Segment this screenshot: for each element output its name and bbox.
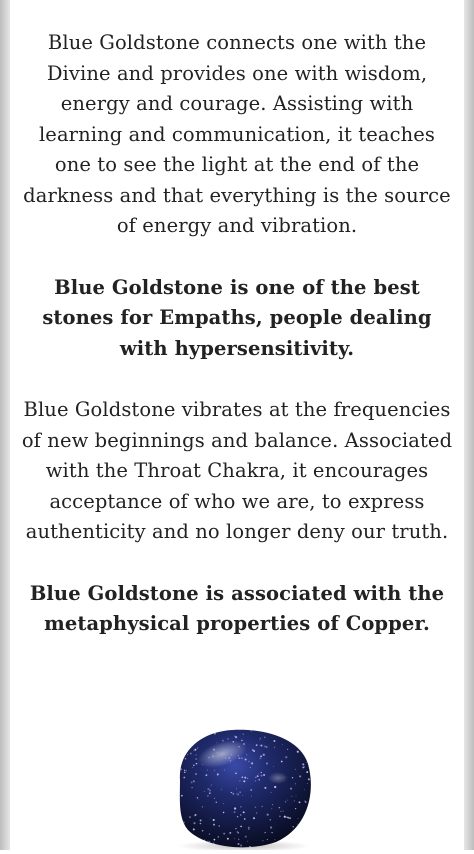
stone-sparkle [303,728,304,729]
stone-sparkle [214,839,216,841]
stone-sparkle [188,833,189,834]
stone-sparkle [217,836,219,838]
stone-sparkle [202,830,204,832]
stone-sparkle [304,789,305,790]
stone-sparkle [263,754,265,756]
stone-sparkle [183,821,185,823]
stone-sparkle [180,768,181,769]
stone-sparkle [267,839,268,840]
stone-sparkle [185,758,187,760]
stone-sparkle [194,749,196,751]
stone-sparkle [207,795,209,797]
stone-sparkle [307,783,308,784]
stone-sparkle [303,818,304,819]
stone-sparkle [187,747,188,748]
stone-sparkle [255,777,256,778]
stone-sparkle [184,772,185,773]
left-edge-shadow [0,0,10,850]
stone-sparkle [274,747,275,748]
stone-sparkle [214,798,215,799]
stone-sparkle [260,745,262,747]
stone-sparkle [262,840,263,841]
stone-sparkle [261,775,263,777]
stone-sparkle [181,795,183,797]
stone-sparkle [191,787,192,788]
stone-sparkle [218,825,219,826]
stone-sparkle [272,804,273,805]
stone-sparkle [232,792,233,793]
stone-sparkle [235,828,236,829]
stone-sparkle [223,812,225,814]
stone-sparkle [195,773,197,775]
stone-sparkle [236,794,237,795]
stone-sparkle [275,839,276,840]
stone-sparkle [264,729,265,730]
stone-sparkle [284,816,286,818]
stone-sparkle [239,791,241,793]
stone-sparkle [177,786,178,787]
stone-sparkle [289,817,291,819]
stone-sparkle [282,730,283,731]
stone-sparkle [199,727,201,729]
stone-sparkle [274,786,276,788]
stone-sparkle [266,763,268,765]
stone-sparkle [290,788,292,790]
stone-sparkle [266,746,268,748]
stone-sparkle [243,780,245,782]
stone-sparkle [294,733,296,735]
stone-sparkle [197,797,199,799]
stone-sparkle [247,841,248,842]
stone-sparkle [223,730,224,731]
stone-sparkle [251,796,252,797]
stone-sparkle [193,765,194,766]
stone-sparkle [279,816,281,818]
stone-sparkle [241,729,242,730]
stone-sparkle [232,729,234,731]
stone-sparkle [202,806,203,807]
stone-sparkle [235,736,237,738]
stone-sparkle [214,733,216,735]
stone-sparkle [193,822,195,824]
stone-sparkle [287,817,289,819]
stone-sparkle [196,763,198,765]
stone-sparkle [200,819,202,821]
stone-sparkle [216,802,218,804]
stone-sparkle [224,770,225,771]
paragraph-copper: Blue Goldstone is associated with the metaphysical properties of Copper. [29,581,445,635]
stone-sparkle [184,770,185,771]
blue-goldstone-stone-icon [160,720,320,850]
paragraph-throat-chakra: Blue Goldstone vibrates at the frequencies of new beginnings and balance. Associated with the Throat Chakra, it encourages acceptance of who we are, to express authenticity and no longer deny our truth. [21,398,453,543]
stone-sparkle [238,839,240,841]
stone-sparkle [250,767,251,768]
stone-sparkle [305,737,307,739]
stone-sparkle [198,799,199,800]
stone-sparkle [273,740,275,742]
stone-sparkle [245,758,247,760]
stone-sparkle [260,755,262,757]
stone-sparkle [240,806,242,808]
stone-sparkle [187,754,188,755]
stone-sparkle [306,771,308,773]
stone-sparkle [179,757,180,758]
stone-sparkle [234,736,235,737]
stone-sparkle [241,757,242,758]
stone-sparkle [250,789,252,791]
stone-sparkle [221,789,222,790]
stone-sparkle [280,811,281,812]
stone-sparkle [179,768,181,770]
stone-sparkle [289,834,291,836]
stone-sparkle [241,740,242,741]
stone-sparkle [227,838,229,840]
stone-sparkle [223,803,224,804]
stone-sparkle [273,766,274,767]
stone-sparkle [298,818,299,819]
stone-sparkle [259,758,260,759]
article-text [18,28,456,640]
paragraph-intro: Blue Goldstone connects one with the Divine and provides one with wisdom, energy and courage. Assisting with learning and communication, it teaches one to see the light at the end of the darkness and that everything is the source of energy and vibration. [23,31,451,237]
stone-sparkle [258,774,259,775]
stone-sparkle [189,816,191,818]
stone-sparkle [262,806,263,807]
stone-sparkle [213,819,215,821]
paragraph-empaths: Blue Goldstone is one of the best stones for Empaths, people dealing with hypersensitivity. [42,275,432,360]
stone-sparkle [246,754,247,755]
stone-sparkle [195,814,197,816]
stone-sparkle [271,729,272,730]
stone-sparkle [223,833,225,835]
stone-sparkle [236,788,237,789]
stone-sparkle [292,777,293,778]
stone-sparkle [200,823,202,825]
stone-sparkle [180,764,182,766]
stone-sparkle [207,788,209,790]
stone-sparkle [308,778,310,780]
stone-sparkle [188,745,189,746]
stone-sparkle [207,769,208,770]
stone-sparkle [283,811,284,812]
stone-sparkle [193,750,194,751]
stone-sparkle [244,818,246,820]
stone-sparkle [279,807,281,809]
stone-sparkle [304,800,305,801]
stone-sparkle [213,824,215,826]
stone-sparkle [253,750,255,752]
stone-sparkle [239,780,240,781]
stone-sparkle [206,774,208,776]
stone-sparkle [237,831,238,832]
stone-sparkle [259,745,260,746]
stone-sparkle [297,824,298,825]
stone-sparkle [245,835,247,837]
stone-sparkle [242,795,243,796]
stone-sparkle [294,743,295,744]
stone-sparkle [210,786,211,787]
stone-sparkle [261,772,262,773]
stone-sparkle [214,770,215,771]
stone-sparkle [191,781,193,783]
stone-sparkle [299,801,301,803]
stone-sparkle [255,780,256,781]
stone-sparkle [231,792,232,793]
stone-sparkle [287,749,288,750]
stone-sparkle [304,823,306,825]
stone-sparkle [270,819,271,820]
stone-sparkle [256,812,258,814]
stone-sparkle [248,827,250,829]
stone-sparkle [257,775,259,777]
stone-sparkle [267,814,269,816]
stone-sparkle [209,790,211,792]
stone-sparkle [234,807,236,809]
stone-sparkle [235,773,237,775]
stone-sparkle [197,748,198,749]
stone-sparkle [192,767,193,768]
stone-sparkle [247,778,248,779]
right-edge-shadow [464,0,474,850]
stone-sparkle [306,762,307,763]
stone-sparkle [307,728,308,729]
stone-sparkle [229,832,231,834]
stone-sparkle [183,777,185,779]
stone-sparkle [264,787,266,789]
stone-sparkle [282,744,283,745]
stone-sparkle [259,739,260,740]
stone-sparkle [244,777,246,779]
stone-sparkle [193,828,195,830]
stone-sparkle [251,762,253,764]
stone-sparkle [248,761,249,762]
stone-sparkle [302,767,304,769]
stone-sparkle [209,841,210,842]
stone-sparkle [302,763,304,765]
stone-sparkle [242,776,243,777]
stone-sparkle [211,784,212,785]
stone-sparkle [260,738,261,739]
stone-sparkle [265,728,266,729]
stone-sparkle [294,800,295,801]
stone-sparkle [281,761,283,763]
stone-sparkle [287,800,288,801]
stone-sparkle [285,756,287,758]
stone-sparkle [295,783,296,784]
stone-sparkle [243,811,245,813]
stone-sparkle [271,809,272,810]
stone-sparkle [297,751,299,753]
stone-sparkle [306,749,307,750]
stone-sparkle [227,738,229,740]
stone-sparkle [266,728,267,729]
stone-sparkle [204,840,206,842]
stone-sparkle [271,832,272,833]
stone-sparkle [178,796,180,798]
stone-sparkle [234,811,236,813]
stone-sparkle [237,816,238,817]
stone-sparkle [193,780,195,782]
stone-sparkle [305,835,306,836]
stone-sparkle [234,838,235,839]
stone-sparkle [188,741,189,742]
stone-sparkle [264,736,266,738]
stone-sparkle [263,774,265,776]
stone-sparkle [291,796,292,797]
blue-goldstone-image [160,720,320,850]
stone-sparkle [270,826,272,828]
stone-sparkle [180,746,182,748]
stone-sparkle [241,777,242,778]
stone-sparkle [204,791,205,792]
stone-sparkle [258,779,259,780]
stone-sparkle [243,734,244,735]
stone-sparkle [237,793,239,795]
stone-sparkle [253,817,255,819]
stone-sparkle [255,807,256,808]
stone-sparkle [248,829,249,830]
stone-sparkle [237,843,239,845]
stone-sparkle [209,833,210,834]
stone-sparkle [293,826,294,827]
stone-sparkle [304,740,305,741]
stone-sparkle [251,730,252,731]
stone-sparkle [217,773,219,775]
stone-sparkle [209,792,211,794]
stone-sparkle [299,830,301,832]
stone-sparkle [305,801,306,802]
stone-sparkle [195,754,196,755]
stone-sparkle [296,796,297,797]
stone-sparkle [256,744,258,746]
stone-sparkle [195,729,197,731]
stone-sparkle [264,832,265,833]
stone-sparkle [195,758,197,760]
stone-sparkle [271,792,272,793]
stone-sparkle [186,770,187,771]
stone-sparkle [210,818,211,819]
stone-sparkle [200,733,202,735]
stone-sparkle [200,732,201,733]
stone-sparkle [290,731,291,732]
stone-sparkle [240,826,242,828]
stone-sparkle [295,769,296,770]
stone-sparkle [285,801,287,803]
stone-sparkle [221,731,222,732]
stone-sparkle [240,844,242,846]
stone-sparkle [264,746,266,748]
stone-sparkle [299,775,301,777]
stone-sparkle [240,814,241,815]
stone-sparkle [190,753,192,755]
stone-sparkle [295,808,296,809]
